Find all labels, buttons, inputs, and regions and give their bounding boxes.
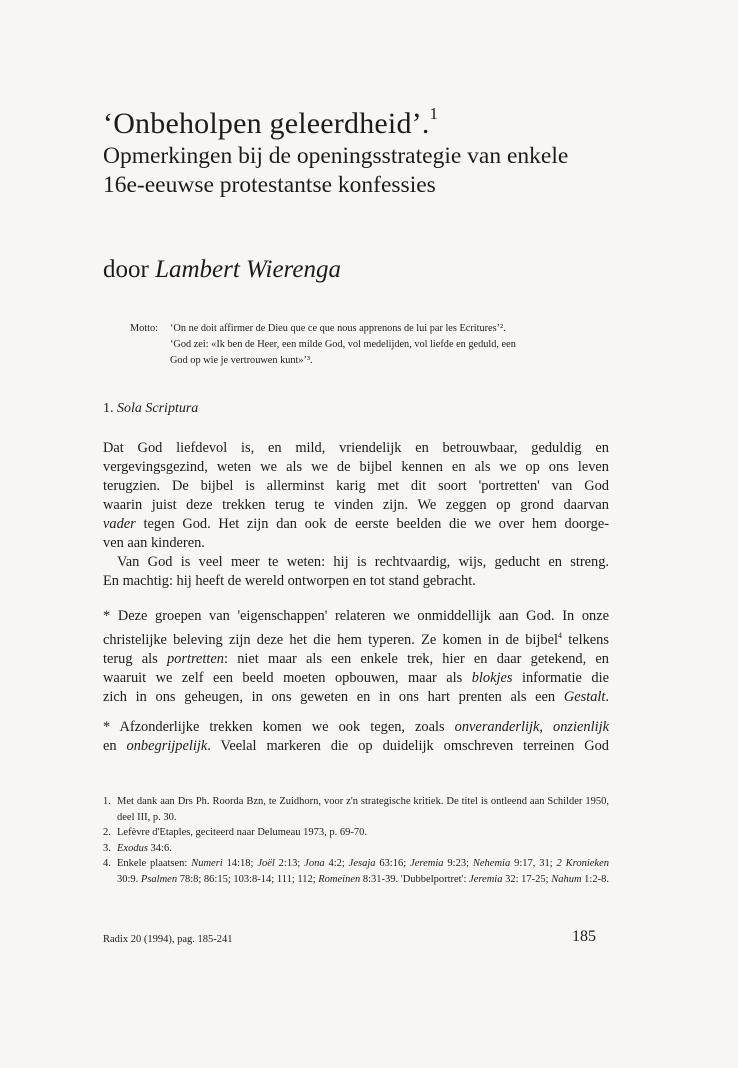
paragraph [103, 607, 609, 707]
text-span: 8:31-39. 'Dubbelportret': [360, 873, 470, 885]
motto-label: Motto: [130, 323, 159, 334]
text-span: 30:9. [117, 873, 141, 885]
text-line [103, 688, 609, 707]
text-span: telkens [561, 631, 609, 648]
article-subtitle [103, 142, 703, 200]
emphasis: Psalmen [140, 873, 178, 885]
emphasis: Jesaja [348, 858, 376, 870]
text-line [103, 737, 609, 756]
text-line: terugzien. De bijbel is allerminst karig met dit soort 'portretten' van God [103, 478, 609, 494]
motto-line: ‘On ne doit affirmer de Dieu que ce que nous apprenons de lui par les Ecritures’². [170, 323, 506, 334]
emphasis: Nahum [551, 873, 582, 885]
text-span: 2:13; [274, 858, 305, 870]
title-text: ‘Onbeholpen geleerdheid’. [103, 107, 430, 140]
emphasis: Nehemia [472, 858, 511, 870]
text-span: 14:18; [222, 858, 258, 870]
author-prefix: door [103, 256, 149, 283]
paragraph [103, 439, 609, 553]
emphasis: 2 Kronieken [556, 858, 610, 870]
text-span: zich in ons geheugen, in ons geweten en in ons hart prenten als een [103, 688, 564, 705]
footnotes [103, 794, 609, 888]
emphasis: Numeri [191, 858, 223, 870]
section-heading [103, 401, 198, 417]
footnote-number: 3. [103, 842, 111, 854]
title-footnote-marker[interactable]: 1 [429, 104, 439, 123]
text-span: , [539, 719, 554, 735]
text-span: 63:16; [375, 858, 411, 870]
text-span: 32: 17-25; [502, 873, 552, 885]
footnote-number: 1. [103, 796, 111, 807]
article-title [103, 104, 438, 141]
section-number: 1. [103, 401, 114, 416]
text-line [103, 515, 609, 534]
motto-block [130, 321, 600, 369]
footnote-number: 4. [103, 858, 111, 870]
text-line [103, 669, 609, 688]
text-span: en [103, 738, 127, 754]
footnote-text [117, 841, 609, 857]
emphasis: Jeremia [469, 873, 503, 885]
text-line [103, 718, 609, 737]
subtitle-line: Opmerkingen bij de openingsstrategie van enkele [103, 143, 569, 169]
emphasis: onveranderlijk [454, 719, 540, 735]
emphasis: Joël [257, 858, 275, 870]
page-number: 185 [572, 928, 596, 945]
subtitle-line: 16e-eeuwse protestantse konfessies [103, 172, 436, 198]
text-span: tegen God. Het zijn dan ook de eerste beelden die we over hem doorge- [135, 516, 609, 532]
text-line [103, 650, 609, 669]
footnote-text: Met dank aan Drs Ph. Roorda Bzn, te Zuidhorn, voor z'n strategische kritiek. De titel is ontleend aan Schilder 1950, deel III, p. 30. [117, 796, 609, 823]
journal-citation: Radix 20 (1994), pag. 185-241 [103, 934, 233, 945]
footnote-text: Lefèvre d'Etaples, geciteerd naar Delumeau 1973, p. 69-70. [117, 827, 367, 839]
emphasis: onzienlijk [553, 719, 609, 735]
emphasis: vader [103, 516, 136, 532]
text-span: informatie die [512, 669, 609, 686]
emphasis: onbegrijpelijk [126, 738, 208, 754]
emphasis: Romeinen [318, 873, 361, 885]
text-line: Van God is veel meer te weten: hij is rechtvaardig, wijs, geducht en streng. [117, 554, 609, 570]
author-name: Lambert Wierenga [155, 256, 341, 283]
text-span: 78:8; 86:15; 103:8-14; 111; 112; [177, 873, 319, 885]
text-span: . [605, 688, 609, 705]
text-span: 9:23; [443, 858, 473, 870]
paragraph [103, 718, 609, 756]
text-span: . Veelal markeren die op duidelijk omschreven terreinen God [207, 738, 609, 754]
section-title: Sola Scriptura [117, 401, 199, 416]
footnote-marker[interactable]: 4 [557, 631, 562, 640]
text-line: * Deze groepen van 'eigenschappen' relateren we onmiddellijk aan God. In onze [103, 608, 609, 624]
text-line: Dat God liefdevol is, en mild, vriendelijk en betrouwbaar, geduldig en [103, 440, 609, 456]
text-span: Enkele plaatsen: [117, 858, 192, 870]
text-span: waaruit we zelf een beeld moeten opbouwen, maar als [103, 669, 472, 686]
emphasis: Jona [304, 858, 325, 870]
footnote [103, 825, 609, 841]
text-span: 9:17, 31; [510, 858, 557, 870]
emphasis: blokjes [471, 669, 513, 686]
text-span: christelijke beleving zijn deze het die hem typeren. Ze komen in de bijbel [103, 631, 558, 648]
footnote [103, 794, 609, 825]
emphasis: Jeremia [410, 858, 444, 870]
text-span: : niet maar als een enkele trek, hier en daar getekend, en [224, 650, 609, 667]
footnote [103, 856, 609, 887]
text-line [103, 626, 609, 650]
text-span: * Afzonderlijke trekken komen we ook tegen, zoals [103, 719, 455, 735]
emphasis: portretten [166, 650, 225, 667]
text-line: vergevingsgezind, weten we als we de bijbel kennen en als we op ons leven [103, 459, 609, 475]
text-span: 1:2-8. [581, 873, 609, 885]
text-line: ven aan kinderen. [103, 535, 205, 551]
motto-line: ‘God zei: «Ik ben de Heer, een milde God, vol medelijden, vol liefde en geduld, een [170, 339, 516, 350]
text-line: waarin juist deze trekken terug te vinden zijn. We zeggen op grond daarvan [103, 497, 609, 513]
footnote-number: 2. [103, 827, 111, 839]
footnote-text [117, 856, 609, 887]
footnote [103, 841, 609, 857]
motto-line: God op wie je vertrouwen kunt»’³. [170, 355, 313, 366]
text-span: terug als [103, 650, 167, 667]
text-line: En machtig: hij heeft de wereld ontworpen en tot stand gebracht. [103, 573, 476, 589]
emphasis: Gestalt [563, 688, 606, 705]
text-span: 34:6. [147, 842, 172, 854]
author-line [103, 256, 341, 284]
text-span: 4:2; [324, 858, 349, 870]
paragraph [103, 553, 609, 591]
emphasis: Exodus [117, 842, 148, 854]
